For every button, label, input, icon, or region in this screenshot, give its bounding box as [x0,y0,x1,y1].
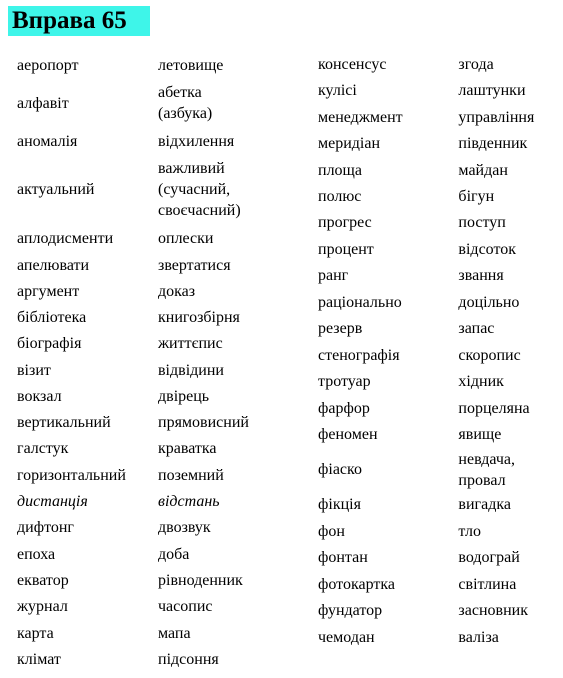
foreign-word: меридіан [318,135,381,152]
foreign-word: фундатор [318,602,383,619]
foreign-word: полюс [318,187,362,205]
native-equivalent: двірець [158,387,210,405]
exercise-title: Вправа 65 [8,6,150,36]
word-pair-row [318,342,558,368]
native-equivalent: майдан [458,161,508,179]
word-pair-row [318,104,558,130]
foreign-word: фарфор [318,399,370,417]
word-pair-row [318,130,558,157]
foreign-word: аеропорт [17,56,79,74]
word-pair-row [17,128,297,154]
foreign-word: епоха [17,545,56,563]
native-equivalent: запас [458,320,495,337]
foreign-word: консенсус [318,55,387,73]
foreign-word: дифтонг [17,519,74,536]
foreign-word: фіаско [318,461,362,478]
word-pair-row [17,304,297,330]
word-pair-row [17,52,297,78]
word-pair-row [318,262,558,289]
native-equivalent: життєпис [158,335,223,352]
foreign-word: прогрес [318,214,372,231]
native-equivalent: двозвук [158,519,211,536]
native-equivalent: летовище [158,56,224,74]
native-equivalent: поземний [158,466,224,484]
foreign-word: фотокартка [318,575,395,593]
native-equivalent: відстань [158,492,220,510]
word-pair-row [17,541,297,567]
foreign-word: карта [17,624,54,642]
word-pair-row [318,77,558,104]
foreign-word: вертикальний [17,413,111,431]
foreign-word: клімат [17,650,61,668]
foreign-word: менеджмент [318,108,403,126]
word-pair-row [17,593,297,620]
native-equivalent: часопис [158,598,213,615]
native-equivalent: мапа [158,624,191,642]
word-pair-row [318,395,558,421]
native-equivalent: поступ [458,214,506,231]
native-equivalent: абетка (азбука) [158,84,213,122]
word-pair-row [318,183,558,209]
foreign-word: феномен [318,426,378,443]
word-pair-row [318,157,558,183]
foreign-word: резерв [318,320,363,337]
foreign-word: тротуар [318,373,371,390]
native-equivalent: прямовисний [158,413,249,431]
native-equivalent: доказ [158,282,196,300]
word-pair-row [318,209,558,236]
native-equivalent: водограй [458,549,520,566]
word-pair-row [318,597,558,624]
native-equivalent: відвідини [158,361,224,379]
foreign-word: аргумент [17,282,80,300]
foreign-word: стенографія [318,346,400,364]
foreign-word: ранг [318,267,349,284]
word-pair-row [17,435,297,462]
native-equivalent: доба [158,545,190,563]
word-pair-row [17,278,297,304]
word-pair-row [17,646,297,672]
word-pair-row [17,78,297,128]
foreign-word: фікція [318,496,361,513]
native-equivalent: вигадка [458,496,511,513]
foreign-word: чемодан [318,628,375,646]
native-equivalent: світлина [458,575,517,593]
foreign-word: актуальний [17,181,95,198]
word-table-right [318,51,558,650]
word-pair-row [318,421,558,448]
word-pair-row [17,225,297,252]
native-equivalent: південник [458,135,528,152]
word-pair-row [318,315,558,342]
word-pair-row [17,462,297,488]
native-equivalent: звання [458,267,504,284]
foreign-word: дистанція [17,492,88,510]
native-equivalent: підсоння [158,650,219,668]
word-pair-row [318,368,558,395]
foreign-word: журнал [17,598,68,615]
foreign-word: біографія [17,335,82,352]
foreign-word: кулісі [318,82,357,99]
foreign-word: апелювати [17,256,90,274]
native-equivalent: засновник [458,602,528,619]
native-equivalent: валіза [458,628,499,646]
word-pair-row [318,571,558,597]
native-equivalent: управління [458,108,535,126]
native-equivalent: книгозбірня [158,308,240,326]
foreign-word: галстук [17,440,69,457]
word-pair-row [17,330,297,357]
native-equivalent: важливий (сучасний, своєчасний) [158,160,241,219]
word-pair-row [17,620,297,646]
foreign-word: вокзал [17,387,62,405]
foreign-word: аплодисменти [17,230,114,247]
foreign-word: візит [17,361,51,379]
native-equivalent: доцільно [458,293,520,311]
word-pair-row [318,624,558,650]
foreign-word: алфавіт [17,94,69,112]
foreign-word: бібліотека [17,308,87,326]
word-pair-row [318,448,558,491]
word-pair-row [17,154,297,225]
native-equivalent: оплески [158,230,214,247]
native-equivalent: хідник [458,373,504,390]
native-equivalent: лаштунки [458,82,526,99]
native-equivalent: згода [458,55,494,73]
native-equivalent: відхилення [158,132,235,150]
word-pair-row [318,518,558,544]
native-equivalent: порцеляна [458,399,530,417]
word-pair-row [318,544,558,571]
word-pair-row [318,51,558,77]
word-pair-row [17,488,297,514]
native-equivalent: тло [458,522,481,540]
word-pair-row [17,383,297,409]
foreign-word: площа [318,161,362,179]
foreign-word: екватор [17,571,69,589]
native-equivalent: рівноденник [158,571,243,589]
word-pair-row [17,409,297,435]
foreign-word: раціонально [318,293,402,311]
foreign-word: фон [318,522,345,540]
foreign-word: фонтан [318,549,368,566]
foreign-word: аномалія [17,132,78,150]
word-table-left [17,52,297,672]
word-pair-row [17,252,297,278]
native-equivalent: відсоток [458,240,517,258]
word-pair-row [318,236,558,262]
native-equivalent: скоропис [458,346,521,364]
word-pair-row [318,289,558,315]
word-pair-row [318,491,558,518]
foreign-word: процент [318,240,374,258]
word-pair-row [17,514,297,541]
native-equivalent: звертатися [158,256,231,274]
native-equivalent: явище [458,426,502,443]
word-pair-row [17,567,297,593]
word-pair-row [17,357,297,383]
foreign-word: горизонтальний [17,466,126,484]
native-equivalent: краватка [158,440,217,457]
native-equivalent: бігун [458,187,495,205]
native-equivalent: невдача, провал [458,450,515,489]
